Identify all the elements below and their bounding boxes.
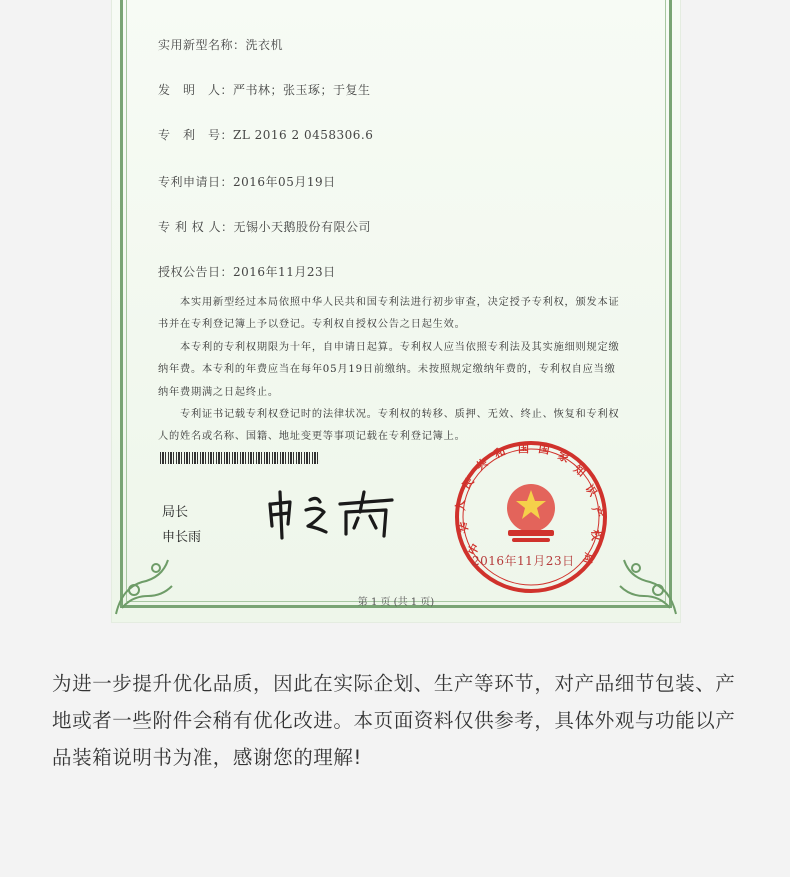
svg-text:中: 中: [465, 541, 483, 558]
field-value: 2016年11月23日: [233, 265, 336, 279]
field-label: 专利申请日：: [158, 175, 234, 189]
svg-text:局: 局: [580, 551, 596, 566]
paragraph: 本专利的专利权期限为十年，自申请日起算。专利权人应当依照专利法及其实施细则规定缴纳年费。本专利的年费应当在每年05月19日前缴纳。未按照规定缴纳年费的，专利权自应当缴纳年费期满之日起终止。: [158, 341, 620, 398]
field-inventors: [158, 81, 371, 98]
field-patentee: [158, 218, 371, 235]
paragraph: 本实用新型经过本局依照中华人民共和国专利法进行初步审查，决定授予专利权，颁发本证书并在专利登记簿上予以登记。专利权自授权公告之日起生效。: [158, 297, 620, 331]
field-value: 严书林；张玉琢；于复生: [233, 83, 371, 97]
barcode: [160, 452, 320, 464]
field-value: 洗衣机: [245, 38, 284, 52]
seal-date: 2016年11月23日: [472, 554, 575, 568]
svg-text:和: 和: [492, 444, 508, 461]
field-value: 无锡小天鹅股份有限公司: [233, 220, 371, 234]
page-indicator: 第 1 页 (共 1 页): [357, 597, 435, 608]
svg-text:识: 识: [582, 482, 600, 499]
field-label: 专 利 号：: [158, 128, 234, 142]
field-label: 授权公告日：: [158, 265, 234, 279]
svg-text:民: 民: [459, 475, 477, 492]
official-seal: [452, 438, 610, 596]
field-value: 2016年05月19日: [233, 175, 336, 189]
field-label: 发 明 人：: [158, 83, 234, 97]
field-label: 实用新型名称：: [158, 38, 246, 52]
svg-text:人: 人: [454, 500, 467, 511]
patent-certificate: [112, 0, 680, 622]
director-title: 局长: [162, 505, 189, 520]
svg-text:共: 共: [473, 456, 491, 474]
svg-text:知: 知: [571, 462, 588, 480]
field-grant-date: [158, 263, 336, 280]
field-value: ZL 2016 2 0458306.6: [233, 128, 374, 142]
director-name: 申长雨: [162, 530, 202, 545]
svg-text:国: 国: [518, 442, 529, 455]
svg-text:家: 家: [555, 448, 572, 466]
disclaimer-text: 为进一步提升优化品质，因此在实际企划、生产等环节，对产品细节包装、产地或者一些附件会稍有优化改进。本页面资料仅供参考，具体外观与功能以产品装箱说明书为准，感谢您的理解!: [52, 672, 736, 769]
field-label: 专 利 权 人：: [158, 220, 234, 234]
svg-text:权: 权: [589, 529, 603, 542]
certificate-body-text: [158, 292, 626, 449]
paragraph: 专利证书记载专利权登记时的法律状况。专利权的转移、质押、无效、终止、恢复和专利权人的姓名或名称、国籍、地址变更等事项记载在专利登记簿上。: [158, 409, 620, 443]
field-application-date: [158, 173, 336, 190]
field-patent-number: [158, 126, 373, 143]
director-signature: [262, 482, 402, 542]
svg-text:国: 国: [537, 442, 551, 457]
svg-text:华: 华: [456, 520, 472, 535]
field-utility-model-name: [158, 36, 283, 53]
svg-text:产: 产: [589, 504, 605, 520]
